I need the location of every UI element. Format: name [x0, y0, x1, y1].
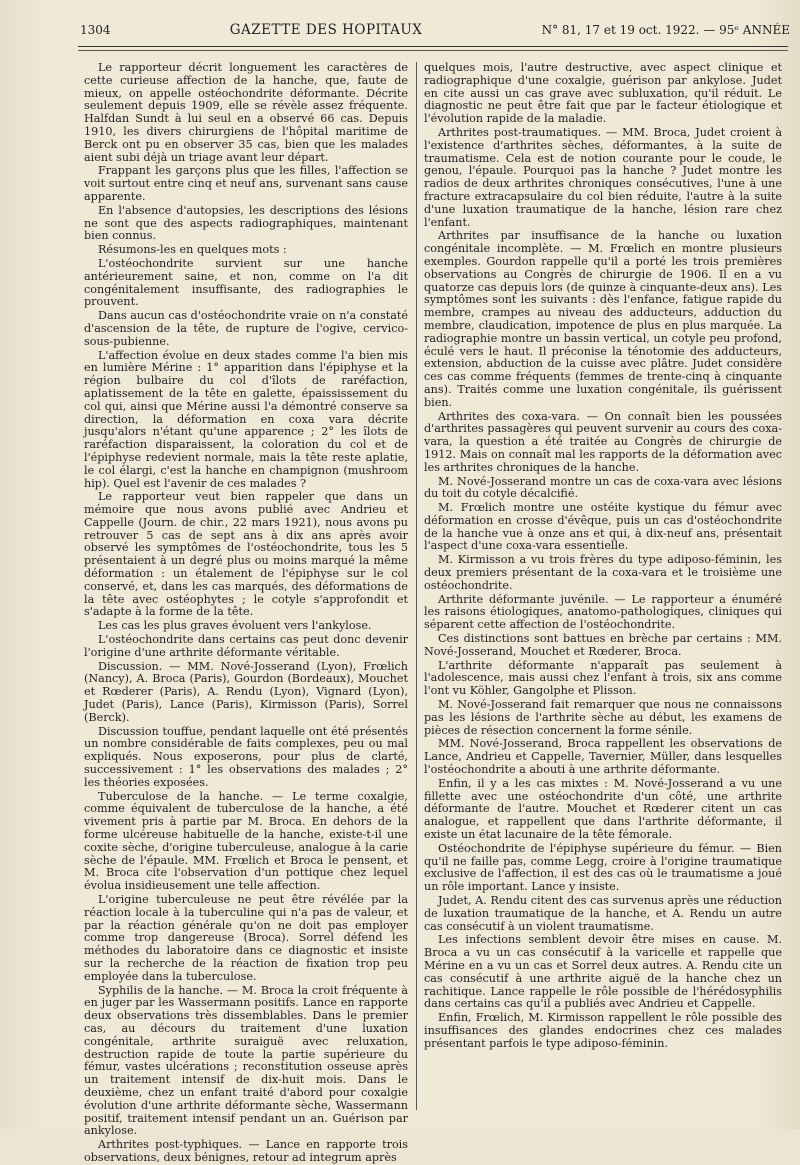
paragraph: L'arthrite déformante n'apparaît pas seulement à l'adolescence, mais aussi chez l'enfant à trois, six ans comme l'ont vu Köhler, Gangolphe et Plisson. [424, 658, 782, 698]
paragraph: L'origine tuberculeuse ne peut être révélée par la réaction locale à la tuberculine qui n'a pas de valeur, et par la réaction générale qu'on ne doit pas employer comme trop dangereuse (Broca). Sorrel défend les méthodes du laboratoire dans ce diagnostic et insiste sur la recherche de la réaction de fixation trop peu employée dans la tuberculose. [84, 893, 408, 983]
page-header [80, 22, 790, 44]
section-syphilis: Syphilis de la hanche. — M. Broca la croit fréquente à en juger par les Wassermann positifs. Lance en rapporte deux observations très dissemblables. Dans le premier cas, au décours du traitement d'une luxation congénitale, arthrite suraiguë avec reluxation, destruction rapide de toute la partie supérieure du fémur, vastes ulcérations ; reconstitution osseuse après un traitement intensif de dix-huit mois. Dans le deuxième, chez un enfant traité d'abord pour coxalgie évolution d'une arthrite déformante sèche, Wassermann positif, traitement intensif pendant un an. Guérison par ankylose. [84, 983, 408, 1138]
paragraph: M. Frœlich montre une ostéite kystique du fémur avec déformation en crosse d'évêque, puis un cas d'ostéochondrite de la hanche vue à onze ans et qui, à dix-neuf ans, présentait l'aspect d'une coxa-vara essentielle. [424, 501, 782, 553]
paragraph: M. Nové-Josserand fait remarquer que nous ne connaissons pas les lésions de l'arthrite sèche au début, les examens de pièces de résection concernent la forme sénile. [424, 698, 782, 737]
issue-info: N° 81, 17 et 19 oct. 1922. — 95ᵉ ANNÉE [541, 23, 790, 37]
section-coxa-vara: Arthrites des coxa-vara. — On connaît bien les poussées d'arthrites passagères qui peuvent survenir au cours des coxa-vara, la question a été traitée au Congrès de chirurgie de 1912. Mais on connaît mal les rapports de la déformation avec les arthrites chroniques de la hanche. [424, 409, 782, 474]
left-column [84, 61, 408, 1164]
paragraph: MM. Nové-Josserand, Broca rappellent les observations de Lance, Andrieu et Cappelle, Tavernier, Müller, dans lesquelles l'ostéochondrite a abouti à une arthrite déformante. [424, 737, 782, 777]
section-post-typhiques: Arthrites post-typhiques. — Lance en rapporte trois observations, deux bénignes, retour ad integrum après [84, 1138, 408, 1164]
paragraph: M. Kirmisson a vu trois frères du type adiposo-féminin, les deux premiers présentant de la coxa-vara et le troisième une ostéochondrite. [424, 553, 782, 592]
paragraph: Judet, A. Rendu citent des cas survenus après une réduction de luxation traumatique de la hanche, et A. Rendu un autre cas consécutif à un violent traumatisme. [424, 894, 782, 933]
paragraph: En l'absence d'autopsies, les descriptions des lésions ne sont que des aspects radiographiques, maintenant bien connus. [84, 203, 408, 243]
paragraph: L'affection évolue en deux stades comme l'a bien mis en lumière Mérine : 1° apparition dans l'épiphyse et la région bulbaire du col d'îlots de raréfaction, aplatissement de la tête en galette, épaississement du col qui, ainsi que Mérine aussi l'a démontré conserve sa direction, la déformation en coxa vara décrite jusqu'alors n'étant qu'une apparence ; 2° les îlots de raréfaction disparaissent, la coloration du col et de l'épiphyse redevient normale, mais la tête reste aplatie, le col élargi, c'est la hanche en champignon (mushroom hip). Quel est l'avenir de ces malades ? [84, 348, 408, 490]
paragraph: Enfin, il y a les cas mixtes : M. Nové-Josserand a vu une fillette avec une ostéochondrite d'un côté, une arthrite déformante de l'autre. Mouchet et Rœderer citent un cas analogue, et rappellent que dans l'arthrite déformante, il existe un état lacunaire de la tête fémorale. [424, 776, 782, 842]
page-number: 1304 [80, 23, 111, 37]
paragraph: Le rapporteur décrit longuement les caractères de cette curieuse affection de la hanche, que, faute de mieux, on appelle ostéochondrite déformante. Décrite seulement depuis 1909, elle se révèle assez fréquente. Halfdan Sundt à lui seul en a observé 66 cas. Depuis 1910, les divers chirurgiens de l'hôpital maritime de Berck ont pu en observer 35 cas, bien que les malades aient subi déjà un triage avant leur départ. [84, 61, 408, 164]
header-rule [78, 46, 788, 47]
paragraph: Dans aucun cas d'ostéochondrite vraie on n'a constaté d'ascension de la tête, de rupture de l'ogive, cervico-sous-pubienne. [84, 309, 408, 348]
paragraph: M. Nové-Josserand montre un cas de coxa-vara avec lésions du toit du cotyle décalcifié. [424, 474, 782, 501]
paragraph: L'ostéochondrite dans certains cas peut donc devenir l'origine d'une arthrite déformante véritable. [84, 633, 408, 659]
paragraph: Les cas les plus graves évoluent vers l'ankylose. [98, 619, 372, 633]
paragraph: Frappant les garçons plus que les filles, l'affection se voit surtout entre cinq et neuf ans, survenant sans cause apparente. [84, 164, 408, 203]
section-insuffisance-hanche: Arthrites par insuffisance de la hanche ou luxation congénitale incomplète. — M. Frœlich en montre plusieurs exemples. Gourdon rappelle qu'il a porté les trois premières observations au Congrès de chirurgie de 1906. Il en a vu quatorze cas depuis lors (de quinze à cinquante-deux ans). Les symptômes sont les suivants : dès l'enfance, fatigue rapide du membre, crampes au niveau des adducteurs, adduction du membre, claudication, impotence de plus en plus marquée. La radiographie montre un bassin vertical, un cotyle peu profond, éculé vers le haut. Il préconise la ténotomie des adducteurs, extension, abduction de la cuisse avec plâtre. Judet considère ces cas comme fréquents (femmes de trente-cinq à cinquante ans). Traités comme une luxation congénitale, ils guérissent bien. [424, 229, 782, 409]
paragraph: Discussion touffue, pendant laquelle ont été présentés un nombre considérable de faits complexes, peu ou mal expliqués. Nous exposerons, pour plus de clarté, successivement : 1° les observations des malades ; 2° les théories exposées. [84, 724, 408, 789]
header-rule-thin [78, 50, 788, 51]
journal-title: GAZETTE DES HOPITAUX [229, 22, 423, 38]
paragraph: quelques mois, l'autre destructive, avec aspect clinique et radiographique d'une coxalgie, guérison par ankylose. Judet en cite aussi un cas grave avec subluxation, qu'il réduit. Le diagnostic ne peut être fait que par le facteur étiologique et l'évolution rapide de la maladie. [424, 61, 782, 126]
discussion-heading-paragraph: Discussion. — MM. Nové-Josserand (Lyon), Frœlich (Nancy), A. Broca (Paris), Gourdon (Bordeaux), Mouchet et Rœderer (Paris), A. Rendu (Lyon), Vignard (Lyon), Judet (Paris), Lance (Paris), Kirmisson (Paris), Sorrel (Berck). [84, 659, 408, 724]
section-osteochondrite-epiphyse: Ostéochondrite de l'épiphyse supérieure du fémur. — Bien qu'il ne faille pas, comme Legg, croire à l'origine traumatique exclusive de l'affection, il est des cas où le traumatisme a joué un rôle important. Lance y insiste. [424, 841, 782, 894]
paragraph: Les infections semblent devoir être mises en cause. M. Broca a vu un cas consécutif à la varicelle et rappelle que Mérine en a vu un cas et Sorrel deux autres. A. Rendu cite un cas consécutif à une arthrite aiguë de la hanche chez un rachitique. Lance rappelle le rôle possible de l'hérédosyphilis dans certains cas qu'il a publiés avec Andrieu et Cappelle. [424, 933, 782, 1011]
column-divider [416, 62, 417, 1110]
section-tuberculose: Tuberculose de la hanche. — Le terme coxalgie, comme équivalent de tuberculose de la hanche, a été vivement pris à partie par M. Broca. En dehors de la forme ulcéreuse habituelle de la hanche, existe-t-il une coxite sèche, d'origine tuberculeuse, analogue à la carie sèche de l'épaule. MM. Frœlich et Broca le pensent, et M. Broca cite l'observation d'un pottique chez lequel évolua insidieusement une telle affection. [84, 789, 408, 893]
paragraph: L'ostéochondrite survient sur une hanche antérieurement saine, et non, comme on l'a dit congénitalement insuffisante, des radiographies le prouvent. [84, 256, 408, 309]
section-post-traumatiques: Arthrites post-traumatiques. — MM. Broca, Judet croient à l'existence d'arthrites sèches, déformantes, à la suite de traumatisme. Cela est de notion courante pour le coude, le genou, l'épaule. Pourquoi pas la hanche ? Judet montre les radios de deux arthrites chroniques consécutives, l'une à une fracture extracapsulaire du col bien réduite, l'autre à la suite d'une luxation traumatique de la hanche, lésion rare chez l'enfant. [424, 125, 782, 229]
section-arthrite-juvenile: Arthrite déformante juvénile. — Le rapporteur a énuméré les raisons étiologiques, anatomo-pathologiques, cliniques qui séparent cette affection de l'ostéochondrite. [424, 592, 782, 632]
paragraph: Enfin, Frœlich, M. Kirmisson rappellent le rôle possible des insuffisances des glandes endocrines chez ces malades présentant parfois le type adiposo-féminin. [424, 1011, 782, 1050]
paragraph: Résumons-les en quelques mots : [98, 243, 287, 257]
right-column [424, 62, 782, 1112]
paragraph: Ces distinctions sont battues en brèche par certains : MM. Nové-Josserand, Mouchet et Rœderer, Broca. [424, 632, 782, 658]
paragraph: Le rapporteur veut bien rappeler que dans un mémoire que nous avons publié avec Andrieu et Cappelle (Journ. de chir., 22 mars 1921), nous avons pu retrouver 5 cas de sept ans à dix ans après avoir observé les symptômes de l'ostéochondrite, tous les 5 présentaient à un degré plus ou moins marqué la même déformation : un étalement de l'épiphyse sur le col conservé, et, dans les cas marqués, des déformations de la tête avec ostéophytes ; le cotyle s'approfondit et s'adapte à la forme de la tête. [84, 490, 408, 619]
